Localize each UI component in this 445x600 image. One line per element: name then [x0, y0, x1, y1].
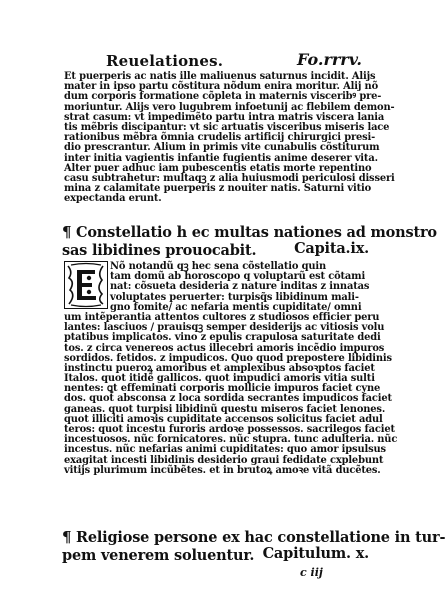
text-line: voluptates peruerter: turpisq̃s libidinum mali-: [110, 291, 359, 303]
text-line: nat: cõsueta desideria z nature inditas z innatas: [110, 281, 370, 293]
text-line: Et puerperis ac natis ille maliuenus saturnus incidit. Alijs: [64, 71, 376, 82]
running-head-title: Reuelationes.: [106, 52, 224, 70]
chapter-heading-10-line-1: ¶ Religiose persone ex hac constellatione in tur-: [62, 528, 445, 546]
text-line: lantes: lasciuos / prauisqꝫ semper desiderijs ac vitiosis volu: [64, 322, 385, 334]
text-line: strat casum: vt impedimẽto partu intra matris viscera lania: [64, 111, 385, 123]
chapter-heading-9-line-1: ¶ Constellatio h ec multas nationes ad monstro: [62, 223, 437, 241]
text-line: vitijs plurimum incũbẽtes. et in brutoꝝ amoꝛe vitã ducẽtes.: [64, 464, 381, 476]
text-line: tis mẽbris discipantur: vt sic artuatis visceribus miseris lace: [64, 121, 390, 133]
text-line: dum corporis formatione cõpleta in maternis visceribꝰ pre-: [64, 91, 382, 103]
text-line: Nõ notandũ qꝫ hec sena cõstellatio quin: [110, 261, 327, 272]
text-line: mater in ipso partu cõstitura nõdum enira moritur. Alij nõ: [64, 81, 379, 93]
chapter-number: Capita.ix.: [294, 240, 369, 257]
text-line: exagitat incesti libidinis desiderio graui fedidate cxplebunt: [64, 454, 384, 466]
text-line: tos. z circa venereos actus illecebri amoris incẽdio impuros: [64, 342, 385, 354]
text-line: nentes: ꝗt effeminati corporis mollicie impuros faciet cyne: [64, 383, 381, 395]
text-line: quot illiciti amoꝛis cupiditate accensos solicitus faciet adul: [64, 413, 383, 425]
text-line: teros: quot incestu furoris ardoꝛe possessos. sacrilegos faciet: [64, 424, 395, 435]
text-line: inter initia vagientis infantie fugientis anime deserer vita.: [64, 152, 378, 164]
pilcrow-icon: ¶: [62, 528, 72, 546]
text-line: instinctu pueroꝝ amoribus et amplexibus absoꝛptos faciet: [64, 362, 375, 374]
pilcrow-icon: ¶: [62, 223, 72, 241]
text-line: casu subtrahetur: multaqꝫ z alia huiusmodi periculosi disseri: [64, 172, 395, 184]
text-line: Italos. quot itidẽ gallicos. quot impudici amoris vitia sulti: [64, 373, 375, 385]
text-line: sordidos. fetidos. z impudicos. Quo quod prepostere libidinis: [64, 352, 392, 364]
text-line: gno fomite/ ac nefaria mentis cupiditate/ omni: [110, 301, 362, 313]
text-line: incestuosos. nũc fornicatores. nũc stupra. tunc adulteria. nũc: [64, 434, 398, 446]
text-line: dio prescrantur. Alium in primis vite cunabulis cõstiturum: [64, 142, 380, 154]
text-line: dos. quot absconsa z loca sordida secrantes impudicos faciet: [64, 393, 392, 405]
text-line: ganeas. quot turpisi libidinũ questu miseros faciet lenones.: [64, 403, 386, 415]
chapter-heading-10-line-2: pem venerem soluentur. Capitulum. x.: [62, 545, 369, 564]
chapter-heading-9-line-2: sas libidines prouocabit. Capita.ix.: [62, 240, 369, 259]
text-line: um intẽperantia attentos cultores z studiosos efficier peru: [64, 311, 380, 323]
text-line: mina z calamitate puerperis z nouiter natis. Saturni vitio: [64, 183, 372, 195]
text-line: expectanda erunt.: [64, 193, 162, 205]
chapter-number: Capitulum. x.: [262, 545, 369, 562]
text-line: ptatibus implicatos. vino z epulis crapulosa saturitate dedi: [64, 332, 381, 344]
folio-number: Fo.rrrv.: [297, 50, 362, 69]
signature-mark: c iij: [300, 566, 323, 579]
paragraph-constellation: [64, 261, 398, 476]
text-line: Alter puer adhuc iam pubescentis etatis morte repentino: [64, 162, 372, 174]
text-line: tam domũ ab horoscopo q voluptarũ est cõtami: [110, 271, 366, 283]
text-line: incestus. nũc nefarias animi cupiditates: quo amor ipsulsus: [64, 444, 386, 456]
paragraph-saturn-births: [64, 71, 395, 205]
text-line: moriuntur. Alijs vero lugubrem infoetunij ac flebilem demon-: [64, 101, 395, 113]
text-line: rationibus mẽbra õmnia crudelis artificij chirurgici presi-: [64, 132, 376, 144]
